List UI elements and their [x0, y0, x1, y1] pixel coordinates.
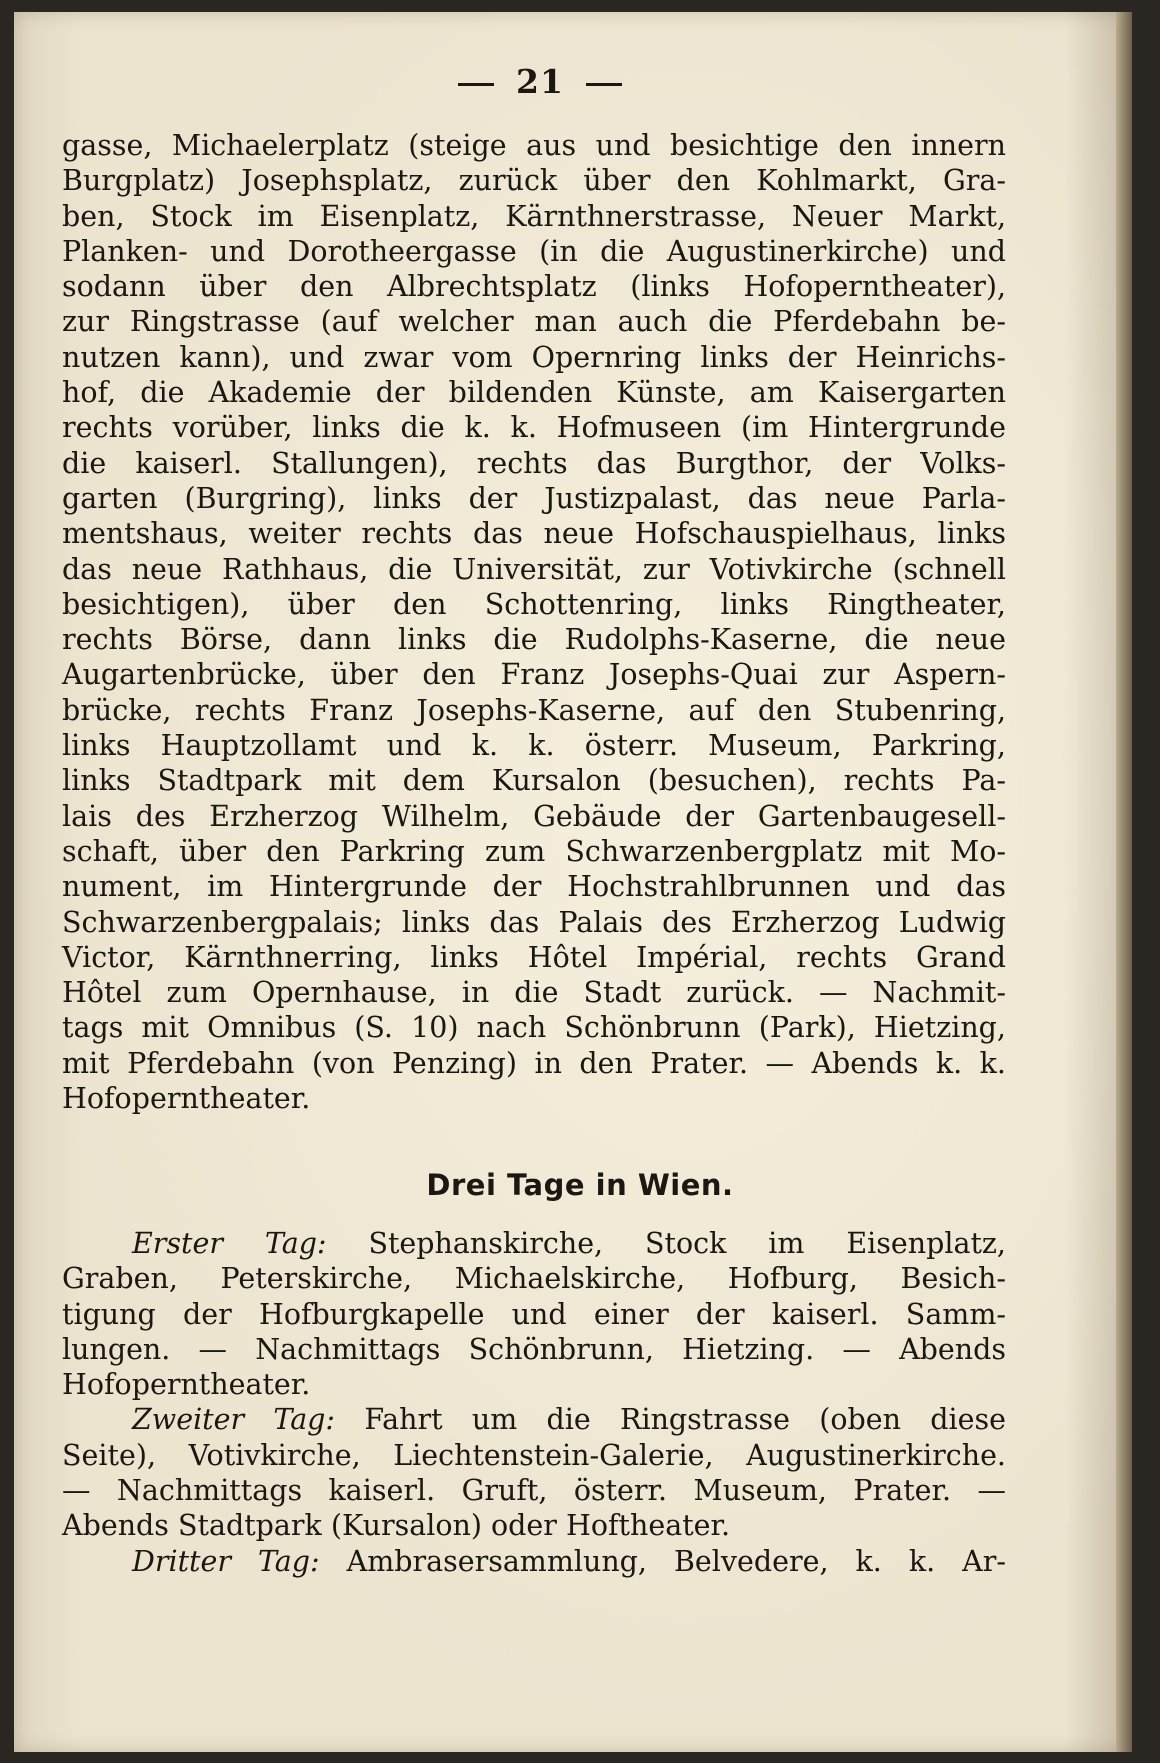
day-third-line — [62, 1544, 1006, 1579]
day-third-text: Ambrasersammlung, Belvedere, k. k. Ar- — [346, 1544, 1006, 1578]
paragraph-line: nutzen kann), und zwar vom Opernring links der Heinrichs- — [62, 340, 1006, 374]
day-second-text: Fahrt um die Ringstrasse (oben diese — [364, 1403, 1006, 1437]
paragraph-line: gasse, Michaelerplatz (steige aus und besichtige den innern — [62, 129, 1006, 162]
page-number-value: 21 — [516, 62, 564, 101]
paragraph-line: zur Ringstrasse (auf welcher man auch die Pferdebahn be- — [62, 305, 1006, 339]
day-second-line — [62, 1402, 1006, 1437]
paragraph-line: links Stadtpark mit dem Kursalon (besuchen), rechts Pa- — [62, 764, 1006, 798]
day-first-text: Stephanskirche, Stock im Eisenplatz, — [368, 1227, 1006, 1260]
paragraph-line: Seite), Votivkirche, Liechtenstein-Galerie, Augustinerkirche. — [62, 1438, 1006, 1472]
paragraph-line: Hôtel zum Opernhause, in die Stadt zurück. — Nachmit- — [62, 976, 1006, 1010]
paragraph-line: rechts vorüber, links die k. k. Hofmuseen (im Hintergrunde — [62, 411, 1006, 445]
paragraph-line: lais des Erzherzog Wilhelm, Gebäude der Gartenbaugesell- — [62, 799, 1006, 833]
paragraph-line: lungen. — Nachmittags Schönbrunn, Hietzing. — Abends — [62, 1332, 1006, 1366]
page-number — [0, 62, 1080, 101]
paragraph-line: brücke, rechts Franz Josephs-Kaserne, auf den Stubenring, — [62, 693, 1006, 727]
days-section — [62, 1226, 1006, 1579]
paragraph-line: mit Pferdebahn (von Penzing) in den Prater. — Abends k. k. — [62, 1046, 1006, 1080]
paragraph-line: Augartenbrücke, über den Franz Josephs-Quai zur Aspern- — [62, 658, 1006, 692]
paragraph-line: mentshaus, weiter rechts das neue Hofschauspielhaus, links — [62, 517, 1006, 551]
paragraph-line: die kaiserl. Stallungen), rechts das Burgthor, der Volks- — [62, 446, 1006, 480]
day-label-first: Erster Tag: — [132, 1227, 327, 1260]
day-label-third: Dritter Tag: — [132, 1544, 320, 1578]
paragraph-line: schaft, über den Parkring zum Schwarzenbergplatz mit Mo- — [62, 834, 1006, 868]
paragraph-line: Victor, Kärnthnerring, links Hôtel Impérial, rechts Grand — [62, 940, 1006, 974]
page-edge-shadow — [1116, 12, 1132, 1752]
paragraph-line: Hofoperntheater. — [62, 1368, 311, 1402]
paragraph-line: tags mit Omnibus (S. 10) nach Schönbrunn (Park), Hietzing, — [62, 1011, 1006, 1045]
paragraph-line: besichtigen), über den Schottenring, links Ringtheater, — [62, 587, 1006, 621]
first-paragraph — [62, 128, 1006, 1116]
paragraph-line: Planken- und Dorotheergasse (in die Augustinerkirche) und — [62, 234, 1006, 268]
paragraph-line: Abends Stadtpark (Kursalon) oder Hoftheater. — [62, 1509, 731, 1543]
paragraph-line: das neue Rathhaus, die Universität, zur Votivkirche (schnell — [62, 552, 1006, 586]
paragraph-line: Hofoperntheater. — [62, 1082, 311, 1116]
paragraph-line: sodann über den Albrechtsplatz (links Hofoperntheater), — [62, 270, 1006, 304]
dash-right — [586, 83, 622, 86]
paragraph-line: links Hauptzollamt und k. k. österr. Museum, Parkring, — [62, 729, 1006, 763]
dash-left — [458, 83, 494, 86]
day-first-line — [62, 1226, 1006, 1261]
paragraph-line: garten (Burgring), links der Justizpalast, das neue Parla- — [62, 481, 1006, 515]
paragraph-line: hof, die Akademie der bildenden Künste, am Kaisergarten — [62, 376, 1006, 410]
paragraph-line: — Nachmittags kaiserl. Gruft, österr. Museum, Prater. — — [62, 1474, 1006, 1508]
section-heading: Drei Tage in Wien. — [426, 1168, 734, 1202]
paragraph-line: Burgplatz) Josephsplatz, zurück über den Kohlmarkt, Gra- — [62, 164, 1006, 198]
paragraph-line: rechts Börse, dann links die Rudolphs-Kaserne, die neue — [62, 623, 1006, 657]
paragraph-line: ben, Stock im Eisenplatz, Kärnthnerstrasse, Neuer Markt, — [62, 199, 1006, 233]
day-label-second: Zweiter Tag: — [132, 1403, 336, 1437]
paragraph-line: tigung der Hofburgkapelle und einer der kaiserl. Samm- — [62, 1297, 1006, 1331]
paragraph-line: Schwarzenbergpalais; links das Palais des Erzherzog Ludwig — [62, 905, 1006, 939]
paragraph-line: Graben, Peterskirche, Michaelskirche, Hofburg, Besich- — [62, 1262, 1006, 1296]
paragraph-line: nument, im Hintergrunde der Hochstrahlbrunnen und das — [62, 870, 1006, 904]
